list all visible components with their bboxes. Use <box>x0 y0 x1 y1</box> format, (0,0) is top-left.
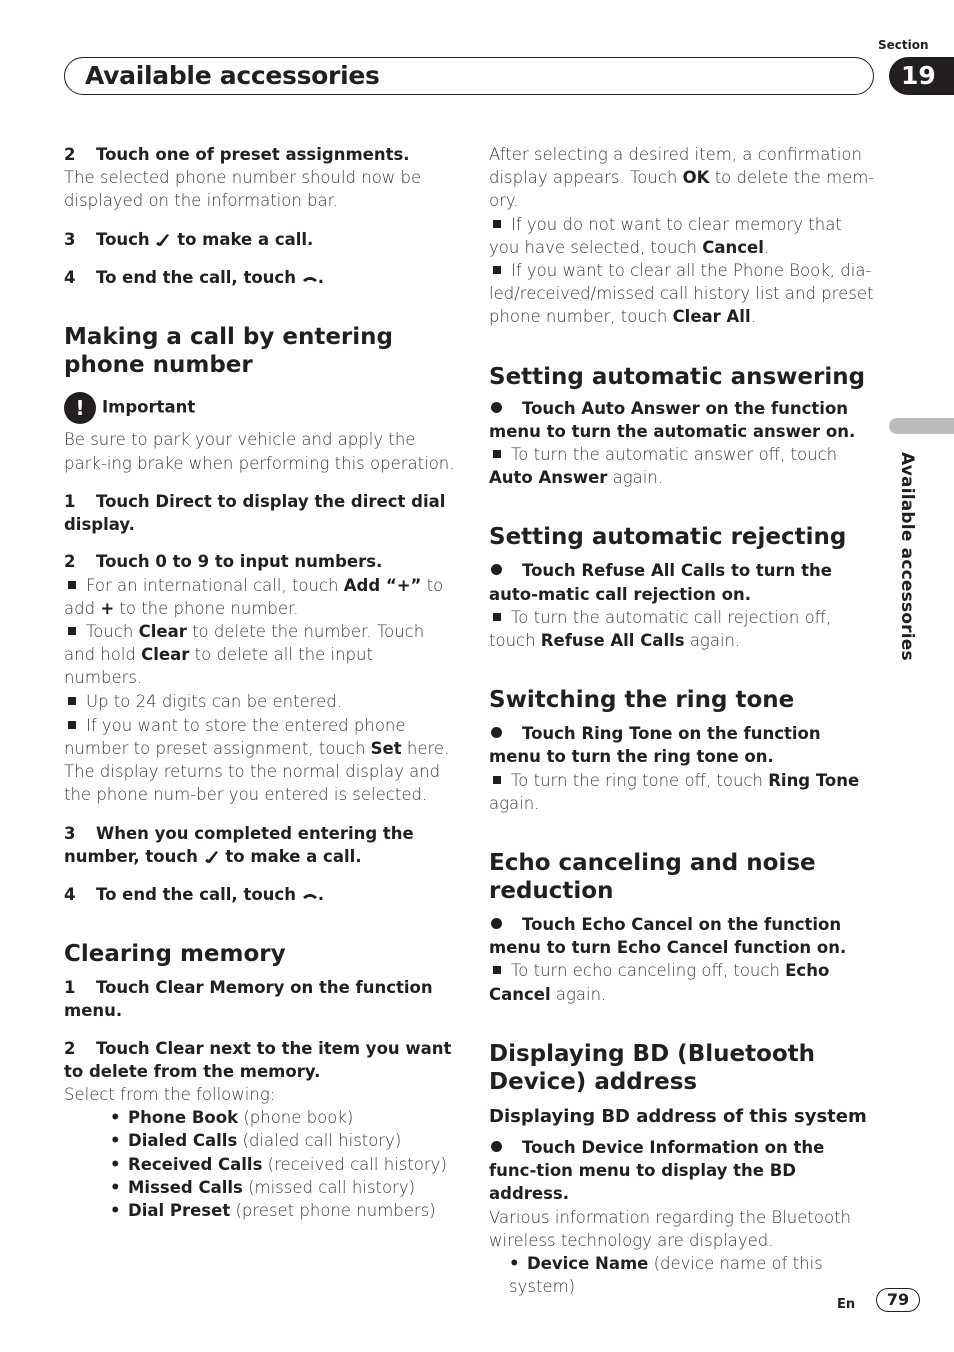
right-column <box>489 143 877 1299</box>
note-clear: Touch Clear to delete the number. Touch and hold Clear to delete all the input numbers. <box>64 622 425 688</box>
list-item: • Missed Calls (missed call history) <box>110 1177 416 1197</box>
note-cancel: If you do not want to clear memory that you have selected, touch Cancel. <box>489 214 842 257</box>
heading-auto-reject: Setting automatic rejecting <box>489 524 847 551</box>
select-following: Select from the following: <box>64 1085 276 1105</box>
step-auto-answer: Touch Auto Answer on the function menu to turn the automatic answer on. <box>489 398 856 441</box>
note-ring-tone: To turn the ring tone off, touch Ring Tone again. <box>489 770 860 813</box>
important-icon: ! <box>64 392 96 424</box>
step-2-input: 2 Touch 0 to 9 to input numbers. <box>64 552 383 572</box>
phone-call-icon <box>204 848 220 864</box>
heading-clearing-memory: Clearing memory <box>64 941 286 968</box>
important-label: ! Important <box>64 392 456 424</box>
bd-body: Various information regarding the Bluetooth wireless technology are displayed. <box>489 1207 852 1250</box>
step-echo-cancel: Touch Echo Cancel on the function menu to turn Echo Cancel function on. <box>489 915 847 958</box>
language-label: En <box>837 1297 856 1312</box>
heading-making-call: Making a call by entering phone number <box>64 324 393 379</box>
side-tab-label: Available accessories <box>897 452 917 661</box>
heading-ring-tone: Switching the ring tone <box>489 687 795 714</box>
note-auto-reject: To turn the automatic call rejection off, touch Refuse All Calls again. <box>489 607 832 651</box>
step-ring-tone: Touch Ring Tone on the function menu to turn the ring tone on. <box>489 724 821 767</box>
section-label: Section <box>878 38 929 52</box>
list-item: • Phone Book (phone book) <box>110 1108 354 1128</box>
note-store: If you want to store the entered phone number to preset assignment, touch Set here. The display returns to the normal display and the phone num-ber you entered is selected. <box>64 715 450 805</box>
note-clear-all: If you want to clear all the Phone Book, dia-led/received/missed call history list and preset phone number, touch Clear All. <box>489 261 874 327</box>
heading-echo-cancel: Echo canceling and noise reduction <box>489 850 816 905</box>
step-2-preset: 2 Touch one of preset assignments. <box>64 145 410 164</box>
step-4-end-2: 4 To end the call, touch . <box>64 885 324 905</box>
step-3-complete: 3 When you completed entering the number, touch to make a call. <box>64 823 414 866</box>
note-echo-cancel: To turn echo canceling off, touch Echo Cancel again. <box>489 961 830 1004</box>
phone-call-icon <box>155 231 171 247</box>
list-item: • Received Calls (received call history) <box>110 1154 447 1174</box>
step-auto-reject: Touch Refuse All Calls to turn the auto-matic call rejection on. <box>489 561 832 604</box>
note-auto-answer: To turn the automatic answer off, touch Auto Answer again. <box>489 445 838 488</box>
page-number: 79 <box>876 1288 920 1312</box>
heading-bd-address: Displaying BD (Bluetooth Device) address <box>489 1040 816 1095</box>
subheading-bd-system: Displaying BD address of this system <box>489 1105 867 1127</box>
list-item: • Dial Preset (preset phone numbers) <box>110 1201 436 1221</box>
confirmation-intro: After selecting a desired item, a confirmation display appears. Touch OK to delete the mem-ory. <box>489 145 875 211</box>
phone-end-icon <box>302 889 318 901</box>
phone-end-icon <box>302 272 318 284</box>
step-2-body: The selected phone number should now be displayed on the information bar. <box>64 168 422 211</box>
list-item: • Device Name (device name of this system) <box>509 1254 823 1297</box>
step-2-clear-item: 2 Touch Clear next to the item you want to delete from the memory. <box>64 1038 452 1081</box>
section-number-badge: 19 <box>889 57 954 95</box>
step-device-info: Touch Device Information on the func-tion menu to display the BD address. <box>489 1138 825 1204</box>
page-title: Available accessories <box>85 61 380 90</box>
step-3-call: 3 Touch to make a call. <box>64 229 314 249</box>
left-column <box>64 143 456 1222</box>
title-bar <box>64 57 874 95</box>
step-4-end: 4 To end the call, touch . <box>64 267 324 287</box>
heading-auto-answer: Setting automatic answering <box>489 363 866 390</box>
note-digits: Up to 24 digits can be entered. <box>64 690 456 713</box>
step-1-direct: 1 Touch Direct to display the direct dial display. <box>64 492 446 535</box>
side-tab-marker <box>889 418 954 434</box>
list-item: • Dialed Calls (dialed call history) <box>110 1131 402 1151</box>
important-body: Be sure to park your vehicle and apply the park-ing brake when performing this operation. <box>64 430 455 474</box>
note-international: For an international call, touch Add “+” to add + to the phone number. <box>64 575 444 618</box>
step-1-clear-memory: 1 Touch Clear Memory on the function menu. <box>64 978 433 1021</box>
